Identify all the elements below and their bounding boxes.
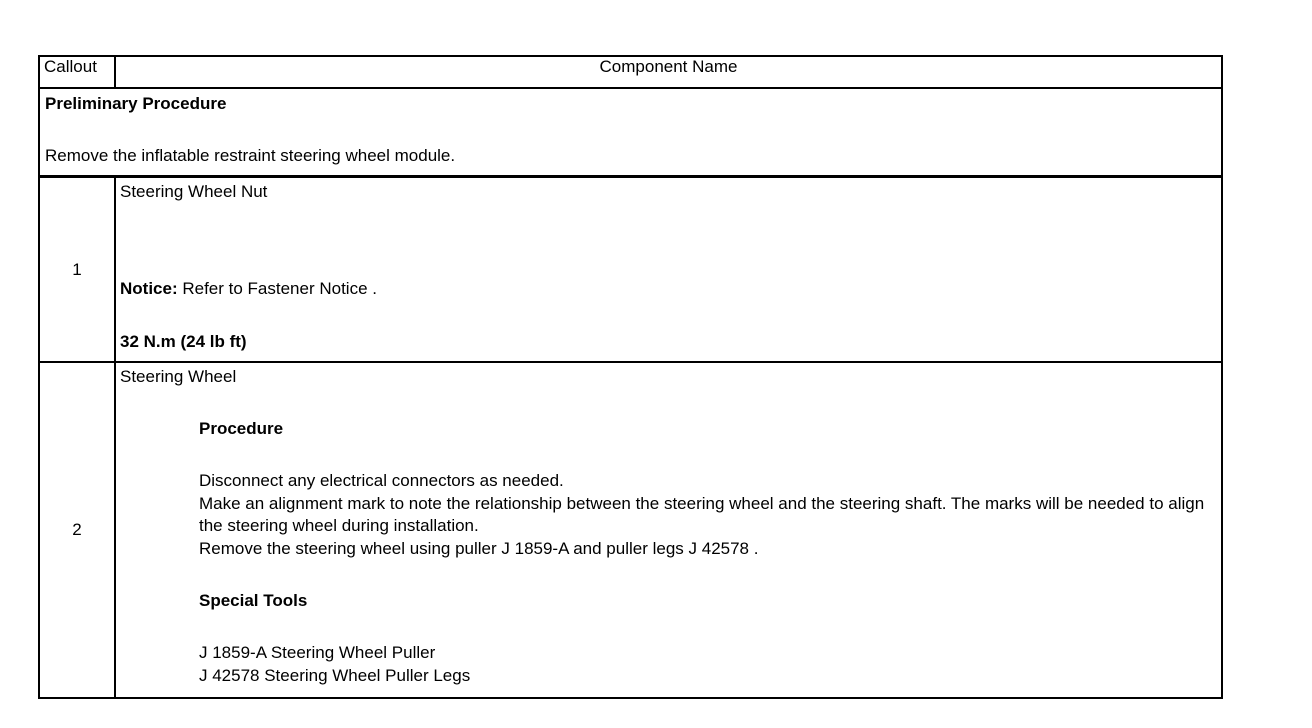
procedure-steps [199,470,1217,560]
preliminary-cell [39,88,1222,177]
table-header-row [39,56,1222,88]
special-tool-item: J 1859-A Steering Wheel Puller [199,643,436,662]
special-tools-heading: Special Tools [199,591,308,610]
callout-number: 2 [39,362,115,698]
special-tool-item: J 42578 Steering Wheel Puller Legs [199,665,471,685]
procedure-step: Remove the steering wheel using puller J 1859-A and puller legs J 42578 . [199,538,759,558]
table-row [39,177,1222,363]
procedure-step: Make an alignment mark to note the relationship between the steering wheel and the steering shaft. The marks will be needed to align the steering wheel during installation. [199,493,1205,535]
callout-number: 1 [39,177,115,363]
special-tools-list [199,642,1217,687]
component-description [115,362,1222,698]
notice-label: Notice: [120,279,178,298]
preliminary-row [39,88,1222,177]
component-name-column-header: Component Name [115,56,1222,88]
procedure-step: Disconnect any electrical connectors as needed. [199,471,564,490]
notice-line [120,278,1217,300]
procedure-heading: Procedure [199,419,284,438]
procedure-block [120,418,1217,687]
preliminary-text: Remove the inflatable restraint steering wheel module. [45,146,456,165]
torque-spec: 32 N.m (24 lb ft) [120,332,247,351]
component-table [38,55,1223,699]
component-name: Steering Wheel Nut [120,182,268,201]
table-row [39,362,1222,698]
notice-text: Refer to Fastener Notice . [177,279,377,298]
callout-column-header: Callout [39,56,115,88]
component-name: Steering Wheel [120,367,237,386]
preliminary-title: Preliminary Procedure [45,94,227,113]
component-description [115,177,1222,363]
